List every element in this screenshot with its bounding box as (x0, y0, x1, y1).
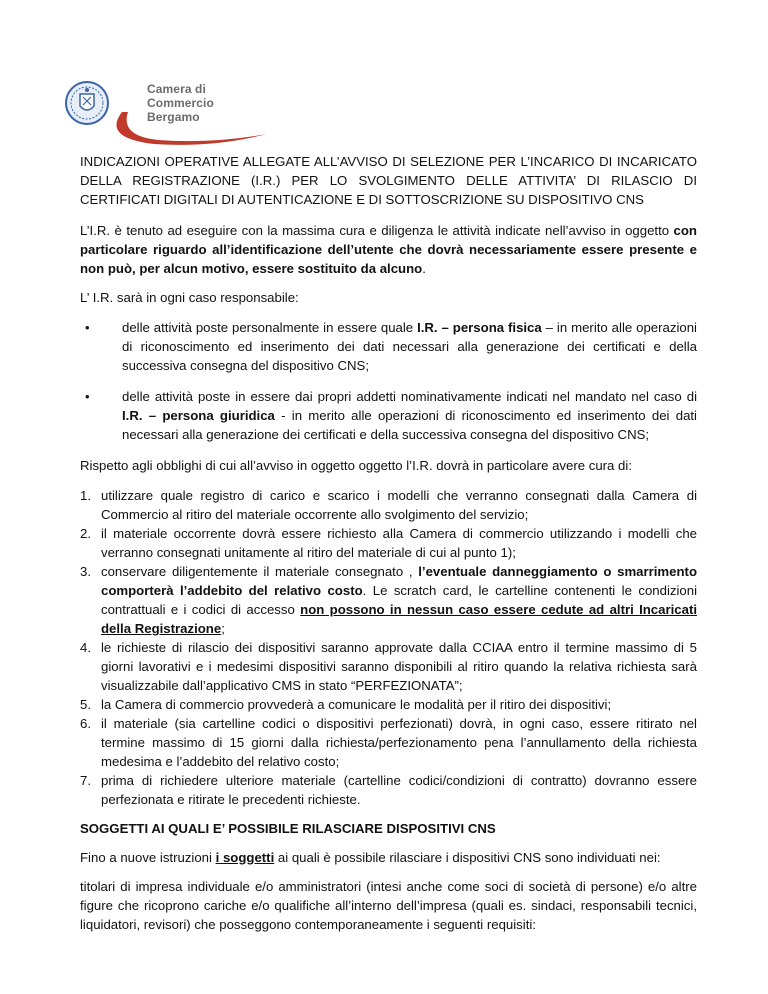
item-text: prima di richiedere ulteriore materiale (cartelline codici/condizioni di contratto) dovranno essere perfezionata e ritirate le precedenti richieste. (101, 773, 697, 807)
item-number: 1. (80, 488, 91, 503)
para1-bold: con particolare riguardo all’identificazione dell’utente che dovrà necessariamente essere presente e non può, per alcun motivo, essere sostituito da alcuno (80, 223, 697, 276)
subjects-text: ai quali è possibile rilasciare i dispositivi CNS sono individuati nei: (274, 850, 661, 865)
chamber-logo (62, 78, 272, 150)
subjects-text: Fino a nuove istruzioni (80, 850, 216, 865)
item-text: il materiale occorrente dovrà essere richiesto alla Camera di commercio utilizzando i modelli che verranno consegnati unitamente al ritiro del materiale di cui al punto 1); (101, 526, 697, 560)
item-number: 2. (80, 526, 91, 541)
bullet-text: delle attività poste in essere dai propri addetti nominativamente indicati nel mandato nel caso di (122, 389, 697, 404)
item-text: le richieste di rilascio dei dispositivi saranno approvate dalla CCIAA entro il termine massimo di 5 giorni lavorativi e i medesimi dispositivi saranno disponibili al ritiro quando la relativa richiesta sarà visualizzabile dall’applicativo CMS in stato “PERFEZIONATA”; (101, 640, 697, 693)
item-number: 5. (80, 697, 91, 712)
para1-end: . (422, 261, 426, 276)
item-number: 6. (80, 716, 91, 731)
item-text: il materiale (sia cartelline codici o dispositivi perfezionati) dovrà, in ogni caso, essere ritirato nel termine massimo di 15 giorni dalla richiesta/perfezionamento pena l’annullamento della richiesta medesima e l’addebito del relativo costo; (101, 716, 697, 769)
item-bold: l’eventuale danneggiamento o smarrimento comporterà l’addebito del relativo costo (101, 564, 697, 598)
paragraph-ir-duties (80, 221, 697, 278)
list-item (80, 387, 697, 444)
item-text: utilizzare quale registro di carico e scarico i modelli che verranno consegnati dalla Camera di Commercio al ritiro del materiale occorrente allo svolgimento del servizio; (101, 488, 697, 522)
list-item (80, 638, 697, 695)
paragraph-responsibility: L’ I.R. sarà in ogni caso responsabile: (80, 290, 299, 305)
bullet-text: - in merito alle operazioni di riconoscimento ed inserimento dei dati necessari alla generazione dei certificati e della successiva consegna del dispositivo CNS; (122, 408, 697, 442)
item-number: 4. (80, 640, 91, 655)
item-text: conservare diligentemente il materiale consegnato , (101, 564, 419, 579)
item-text: . Le scratch card, le cartelline contenenti le condizioni contrattuali e i codici di accesso (101, 583, 697, 617)
list-item (80, 771, 697, 809)
bullet-bold: I.R. – persona fisica (417, 320, 542, 335)
list-item (80, 524, 697, 562)
list-item (80, 695, 697, 714)
bullet-text: – in merito alle operazioni di riconoscimento ed inserimento dei dati necessari alla generazione dei certificati e della successiva consegna del dispositivo CNS; (122, 320, 697, 373)
para1-text: L’I.R. è tenuto ad eseguire con la massima cura e diligenza le attività indicate nell’avviso in oggetto (80, 223, 674, 238)
paragraph-holders: titolari di impresa individuale e/o amministratori (intesi anche come soci di società di persone) e/o altre figure che ricoprono cariche e/o qualifiche all’interno dell’impresa (quali es. sindaci, responsabili tecnici, liquidatori, revisori) che posseggono contemporaneamente i seguenti requisiti: (80, 879, 697, 932)
obligations-list (80, 486, 697, 809)
item-text: ; (221, 621, 225, 636)
logo-line-2: Bergamo (147, 110, 200, 124)
list-item (80, 714, 697, 771)
responsibility-list (80, 318, 697, 444)
section-title: SOGGETTI AI QUALI E’ POSSIBILE RILASCIARE DISPOSITIVI CNS (80, 821, 496, 836)
bullet-text: delle attività poste personalmente in essere quale (122, 320, 418, 335)
item-number: 7. (80, 773, 91, 788)
item-text: la Camera di commercio provvederà a comunicare le modalità per il ritiro dei dispositivi; (101, 697, 612, 712)
logo-line-1: Camera di Commercio (147, 82, 214, 110)
bullet-bold: I.R. – persona giuridica (122, 408, 275, 423)
logo-swoosh (62, 108, 272, 148)
document-heading: INDICAZIONI OPERATIVE ALLEGATE ALL’AVVISO DI SELEZIONE PER L’INCARICO DI INCARICATO DELLA REGISTRAZIONE (I.R.) PER LO SVOLGIMENTO DELLE ATTIVITA’ DI RILASCIO DI CERTIFICATI DIGITALI DI AUTENTICAZIONE E DI SOTTOSCRIZIONE SU DISPOSITIVO CNS (80, 154, 697, 207)
paragraph-obligations: Rispetto agli obblighi di cui all’avviso in oggetto oggetto l’I.R. dovrà in particolare avere cura di: (80, 458, 632, 473)
item-bold-underline: non possono in nessun caso essere cedute ad altri Incaricati della Registrazione (101, 602, 697, 636)
item-number: 3. (80, 564, 91, 579)
subjects-bold-underline: i soggetti (215, 850, 275, 865)
list-item (80, 562, 697, 638)
paragraph-subjects (80, 848, 697, 867)
document-body (80, 152, 697, 934)
list-item (80, 486, 697, 524)
list-item (80, 318, 697, 375)
